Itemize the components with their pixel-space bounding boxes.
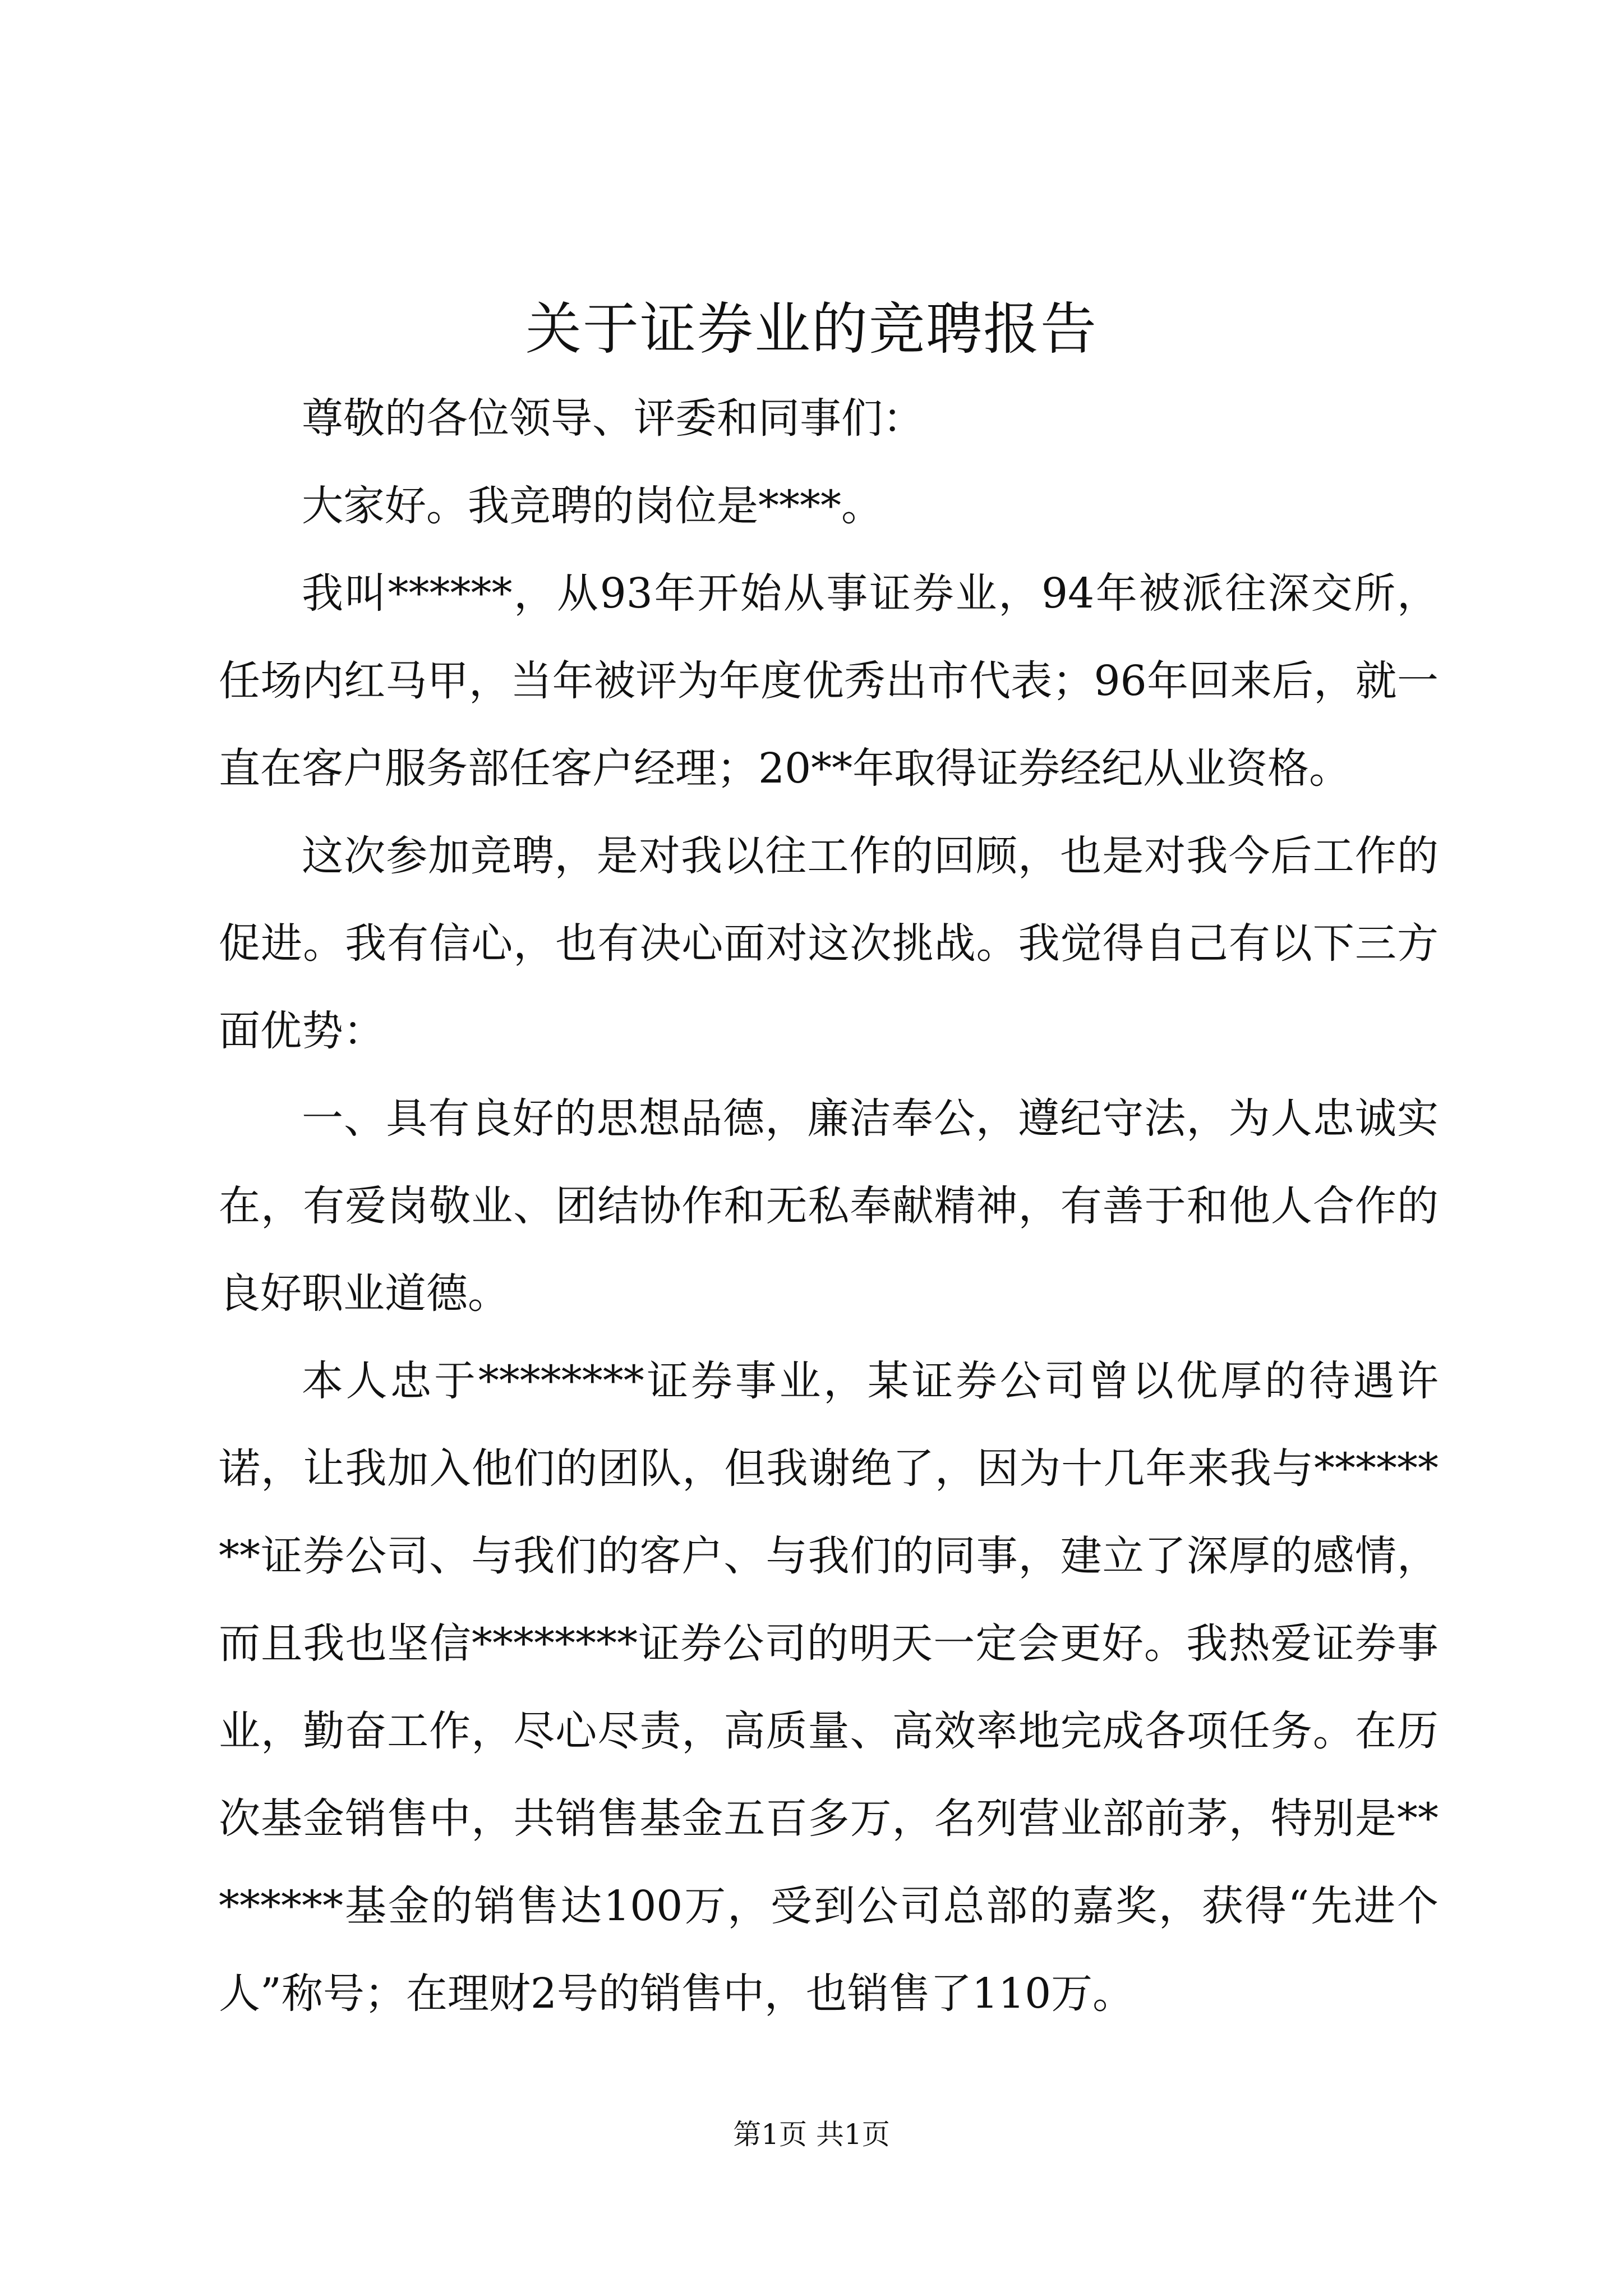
greeting-paragraph: 大家好。我竞聘的岗位是****。 [302, 482, 883, 530]
motivation-paragraph: 这次参加竞聘，是对我以往工作的回顾，也是对我今后工作的促进。我有信心，也有决心面对这次挑战。我觉得自己有以下三方面优势： [219, 832, 1438, 1055]
loyalty-paragraph: 本人忠于********证券事业，某证券公司曾以优厚的待遇许诺，让我加入他们的团队，但我谢绝了，因为十几年来我与********证券公司、与我们的客户、与我们的同事，建立了深厚的感情，而且我也坚信********证券公司的明天一定会更好。我热爱证券事业，勤奋工作，尽心尽责，高质量、高效率地完成各项任务。在历次基金销售中，共销售基金五百多万，名列营业部前茅，特别是********基金的销售达100万，受到公司总部的嘉奖，获得“先进个人”称号；在理财2号的销售中，也销售了110万。 [219, 1357, 1438, 2018]
salutation-paragraph: 尊敬的各位领导、评委和同事们： [302, 394, 924, 443]
page-number-footer: 第1页 共1页 [733, 2118, 890, 2151]
advantage-one-paragraph: 一、具有良好的思想品德，廉洁奉公，遵纪守法，为人忠诚实在，有爱岗敬业、团结协作和无私奉献精神，有善于和他人合作的良好职业道德。 [219, 1094, 1438, 1318]
document-body [219, 375, 1438, 2037]
self-introduction-paragraph: 我叫******，从93年开始从事证券业，94年被派往深交所，任场内红马甲，当年被评为年度优秀出市代表；96年回来后，就一直在客户服务部任客户经理；20**年取得证券经纪从业资格。 [219, 569, 1438, 793]
document-title: 关于证券业的竞聘报告 [525, 296, 1098, 362]
